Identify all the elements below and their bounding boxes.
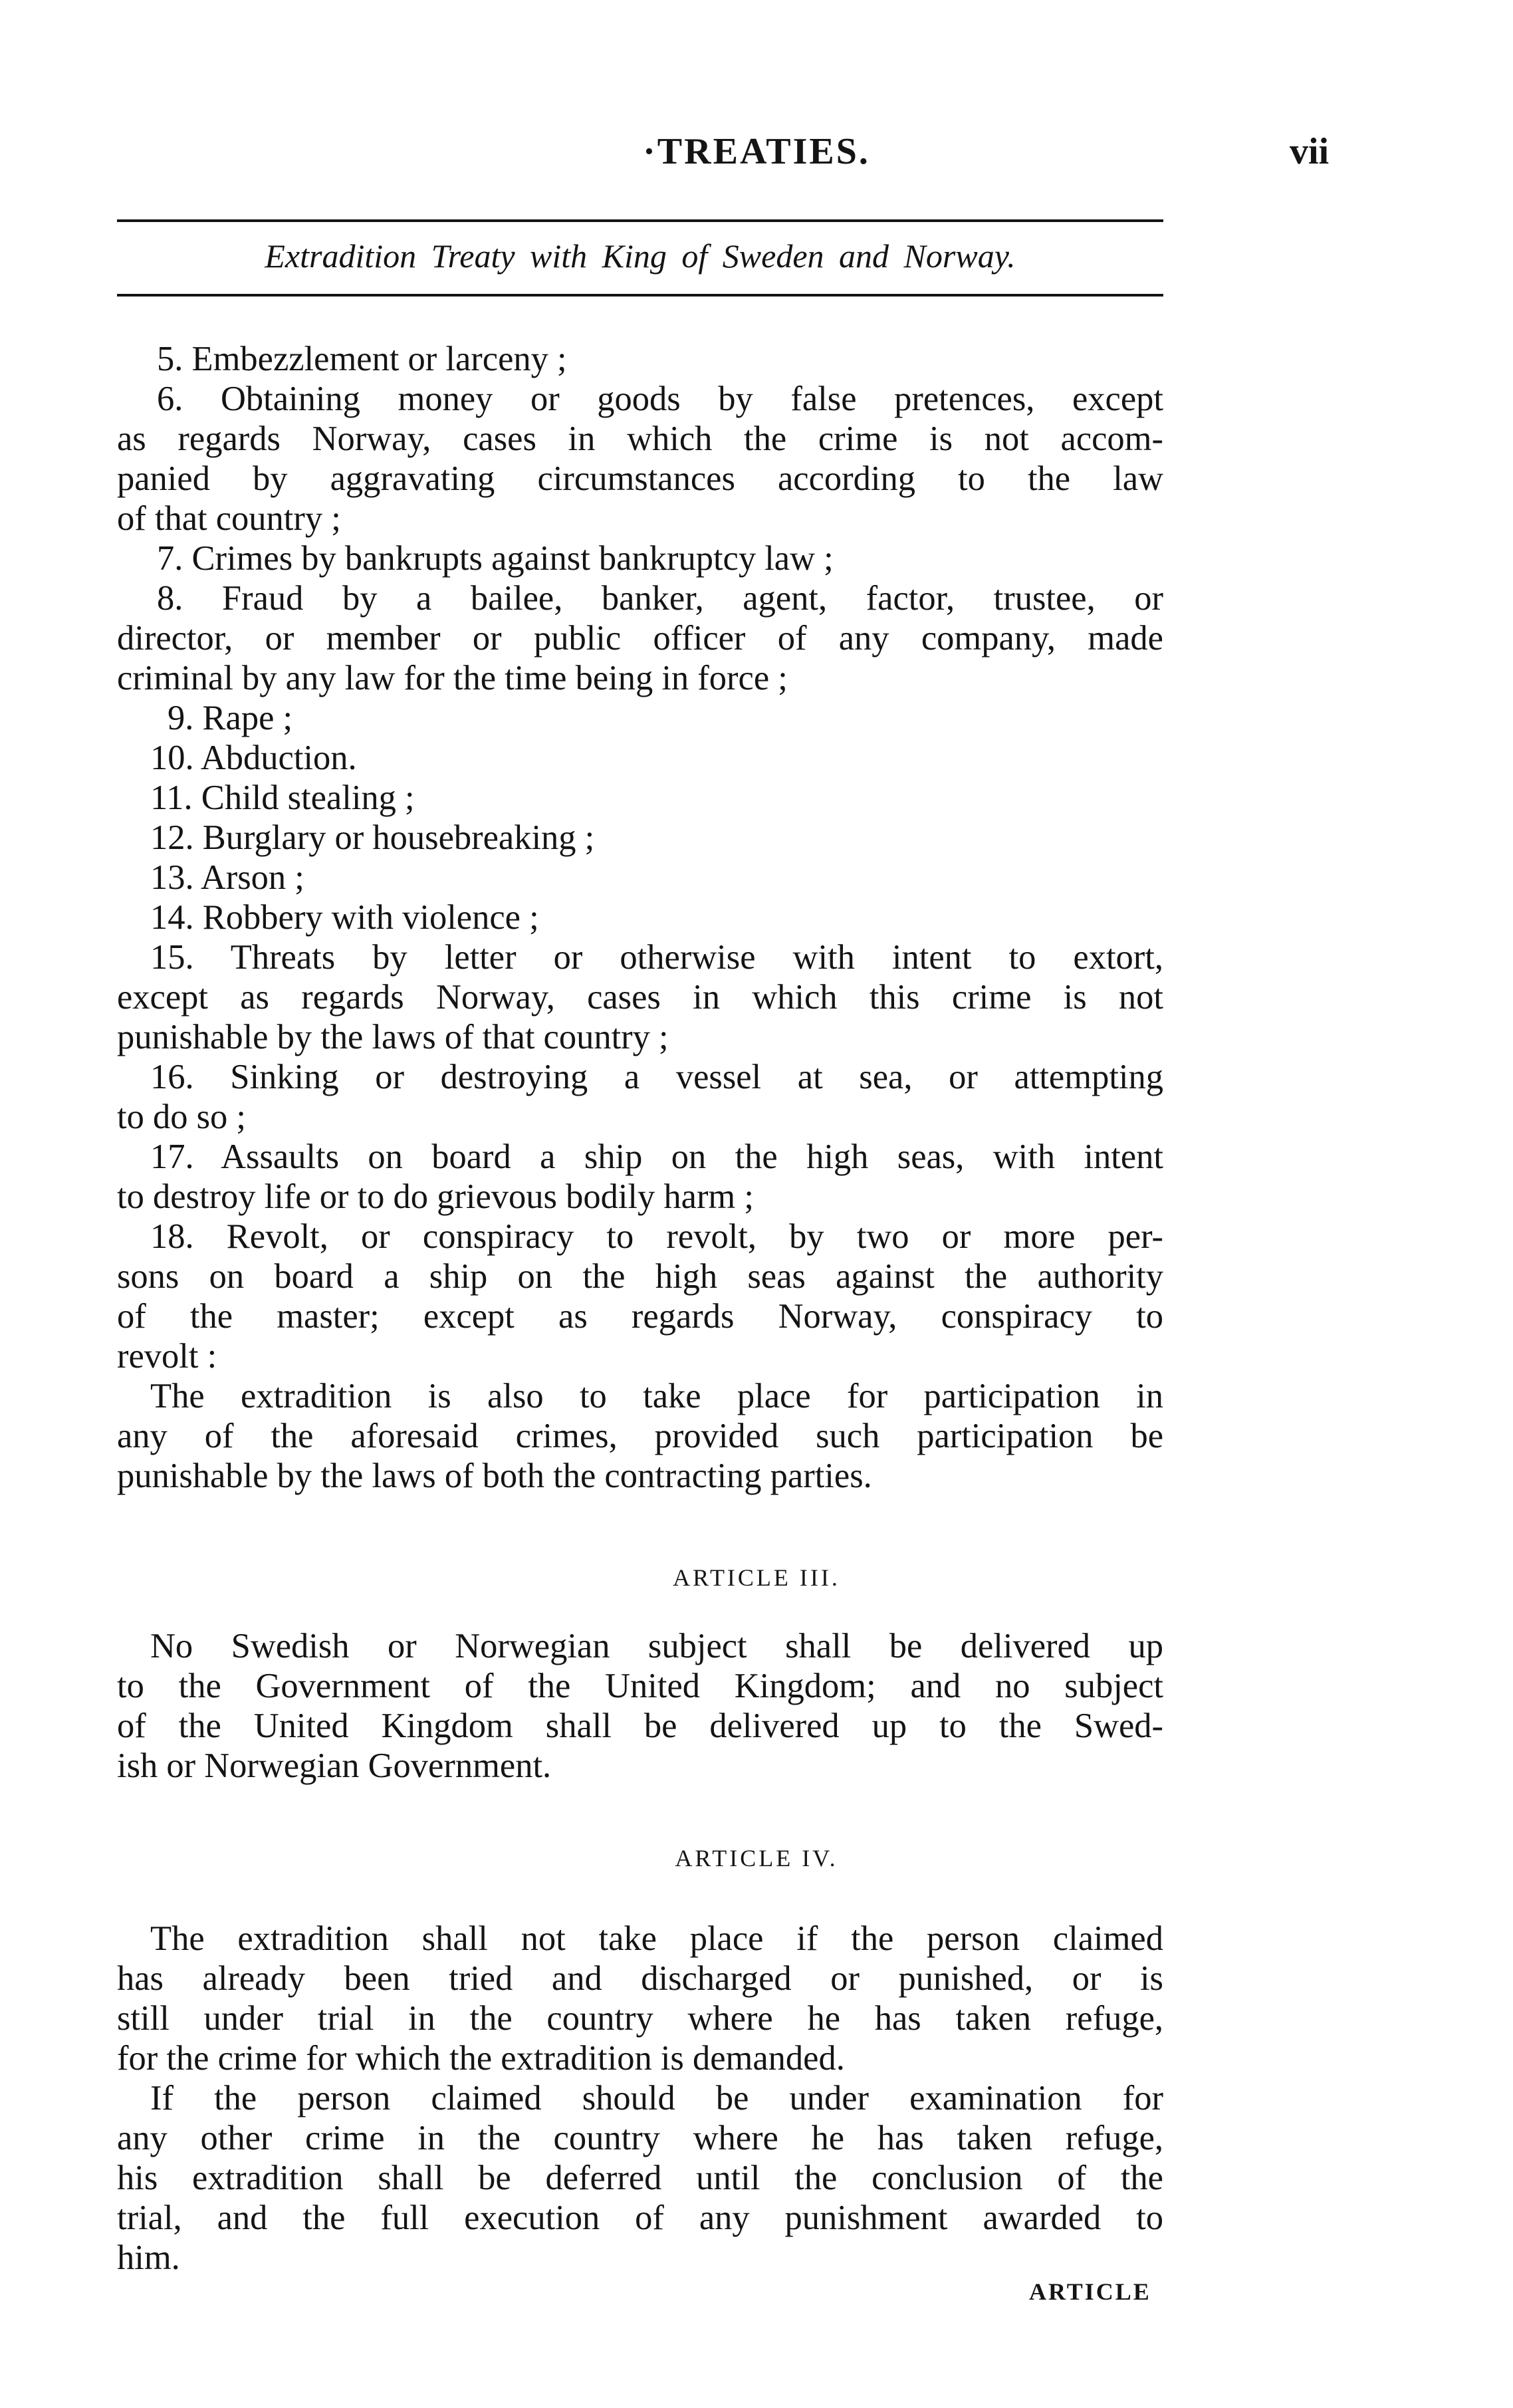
paragraph-line: to the Government of the United Kingdom; and no subject xyxy=(117,1667,1163,1705)
list-line: any of the aforesaid crimes, provided such participation be xyxy=(117,1417,1163,1455)
list-line: 13. Arson ; xyxy=(150,858,304,897)
list-line: The extradition is also to take place for participation in xyxy=(150,1377,1163,1415)
article-iv-text xyxy=(117,1919,1163,2278)
list-line: panied by aggravating circumstances according to the law xyxy=(117,459,1163,498)
list-line: 16. Sinking or destroying a vessel at sea, or attempting xyxy=(150,1058,1163,1096)
list-line: 5. Embezzlement or larceny ; xyxy=(157,340,567,378)
list-line: to destroy life or to do grievous bodily harm ; xyxy=(117,1177,754,1216)
list-line: 18. Revolt, or conspiracy to revolt, by two or more per- xyxy=(150,1217,1163,1256)
header-rule-top xyxy=(117,219,1163,222)
paragraph-line: still under trial in the country where he has taken refuge, xyxy=(117,1999,1163,2038)
paragraph-line: trial, and the full execution of any punishment awarded to xyxy=(117,2199,1163,2237)
paragraph-line: No Swedish or Norwegian subject shall be delivered up xyxy=(150,1627,1163,1665)
paragraph-line: any other crime in the country where he has taken refuge, xyxy=(117,2119,1163,2157)
paragraph-line: The extradition shall not take place if the person claimed xyxy=(150,1919,1163,1958)
list-line: as regards Norway, cases in which the crime is not accom- xyxy=(117,420,1163,458)
article-iii-heading: ARTICLE III. xyxy=(673,1564,840,1591)
paragraph-line: him. xyxy=(117,2238,180,2277)
paragraph-line: has already been tried and discharged or punished, or is xyxy=(117,1959,1163,1998)
article-iv-heading: ARTICLE IV. xyxy=(675,1845,838,1871)
list-line: 15. Threats by letter or otherwise with intent to extort, xyxy=(150,938,1163,977)
paragraph-line: If the person claimed should be under examination for xyxy=(150,2079,1163,2117)
list-line: 17. Assaults on board a ship on the high seas, with intent xyxy=(150,1138,1163,1176)
list-line: of the master; except as regards Norway, conspiracy to xyxy=(117,1297,1163,1336)
list-line: 6. Obtaining money or goods by false pretences, except xyxy=(157,380,1163,418)
page-number: vii xyxy=(1290,131,1330,172)
list-line: 10. Abduction. xyxy=(150,739,357,777)
list-line: 12. Burglary or housebreaking ; xyxy=(150,818,595,857)
list-line: 7. Crimes by bankrupts against bankruptcy law ; xyxy=(157,539,834,578)
crimes-list xyxy=(117,339,1163,1496)
list-line: punishable by the laws of that country ; xyxy=(117,1018,669,1056)
list-line: 9. Rape ; xyxy=(168,699,293,737)
paragraph-line: for the crime for which the extradition is demanded. xyxy=(117,2039,845,2078)
paragraph-line: of the United Kingdom shall be delivered up to the Swed- xyxy=(117,1707,1163,1745)
list-line: punishable by the laws of both the contracting parties. xyxy=(117,1457,872,1495)
header-rule-bottom xyxy=(117,294,1163,297)
list-line: except as regards Norway, cases in which this crime is not xyxy=(117,978,1163,1017)
section-subhead: Extradition Treaty with King of Sweden and Norway. xyxy=(265,237,1016,275)
catchword: ARTICLE xyxy=(1029,2278,1151,2305)
running-head: ·TREATIES. xyxy=(643,131,870,172)
list-line: 11. Child stealing ; xyxy=(150,779,415,817)
list-line: revolt : xyxy=(117,1337,217,1376)
list-line: to do so ; xyxy=(117,1098,246,1136)
list-line: criminal by any law for the time being in force ; xyxy=(117,659,788,697)
article-iii-text xyxy=(117,1626,1163,1786)
list-line: 14. Robbery with violence ; xyxy=(150,898,539,937)
list-line: director, or member or public officer of any company, made xyxy=(117,619,1163,658)
list-line: sons on board a ship on the high seas against the authority xyxy=(117,1257,1163,1296)
paragraph-line: his extradition shall be deferred until the conclusion of the xyxy=(117,2159,1163,2197)
paragraph-line: ish or Norwegian Government. xyxy=(117,1746,552,1785)
list-line: 8. Fraud by a bailee, banker, agent, factor, trustee, or xyxy=(157,579,1163,618)
list-line: of that country ; xyxy=(117,499,341,538)
